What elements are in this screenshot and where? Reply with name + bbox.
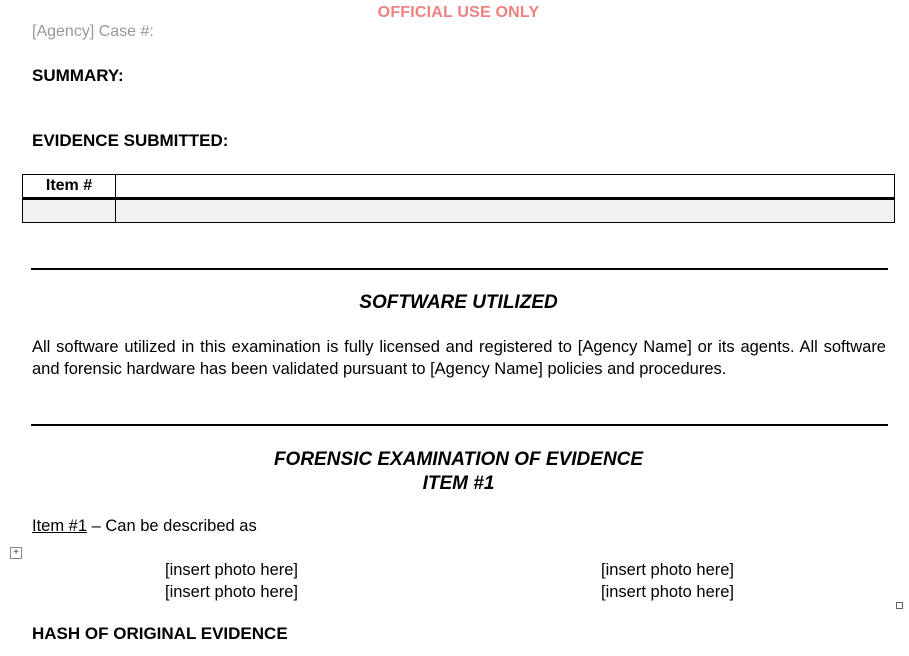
- hash-heading: HASH OF ORIGINAL EVIDENCE: [32, 624, 288, 643]
- photo-placeholder-left: [165, 559, 298, 603]
- item-number-header[interactable]: Item #: [23, 175, 116, 199]
- forensic-title-line2: ITEM #1: [422, 473, 495, 494]
- evidence-submitted-heading: EVIDENCE SUBMITTED:: [32, 131, 229, 150]
- table-cell-item-number[interactable]: [23, 199, 116, 223]
- forensic-title-line1: FORENSIC EXAMINATION OF EVIDENCE: [273, 449, 644, 470]
- table-cell-item-description[interactable]: [116, 199, 895, 223]
- software-paragraph: All software utilized in this examination is fully licensed and registered to [Agency Name] or its agents. All software and forensic hardware has been validated pursuant to [Agency Name] policies and procedures.: [32, 338, 886, 378]
- summary-heading: SUMMARY:: [32, 66, 124, 85]
- item-description-text: – Can be described as: [87, 517, 257, 535]
- item-description-header[interactable]: [116, 175, 895, 199]
- table-header-row: [23, 175, 895, 199]
- photo-placeholder-right: [601, 559, 734, 603]
- table-row: [23, 199, 895, 223]
- photo-placeholder: [insert photo here]: [601, 561, 734, 579]
- evidence-table: [22, 174, 895, 223]
- item-description-line: [32, 517, 257, 536]
- forensic-examination-title: [0, 448, 909, 496]
- item-label: Item #1: [32, 517, 88, 535]
- software-utilized-title: SOFTWARE UTILIZED: [359, 292, 558, 313]
- official-use-banner: OFFICIAL USE ONLY: [377, 4, 540, 21]
- table-move-handle-icon[interactable]: +: [10, 547, 22, 559]
- table-resize-handle-icon[interactable]: [896, 602, 903, 609]
- case-number-label: [Agency] Case #:: [32, 23, 154, 40]
- section-divider: [31, 268, 888, 270]
- photo-placeholder: [insert photo here]: [165, 583, 298, 601]
- photo-placeholder: [insert photo here]: [165, 561, 298, 579]
- photo-placeholder: [insert photo here]: [601, 583, 734, 601]
- section-divider: [31, 424, 888, 426]
